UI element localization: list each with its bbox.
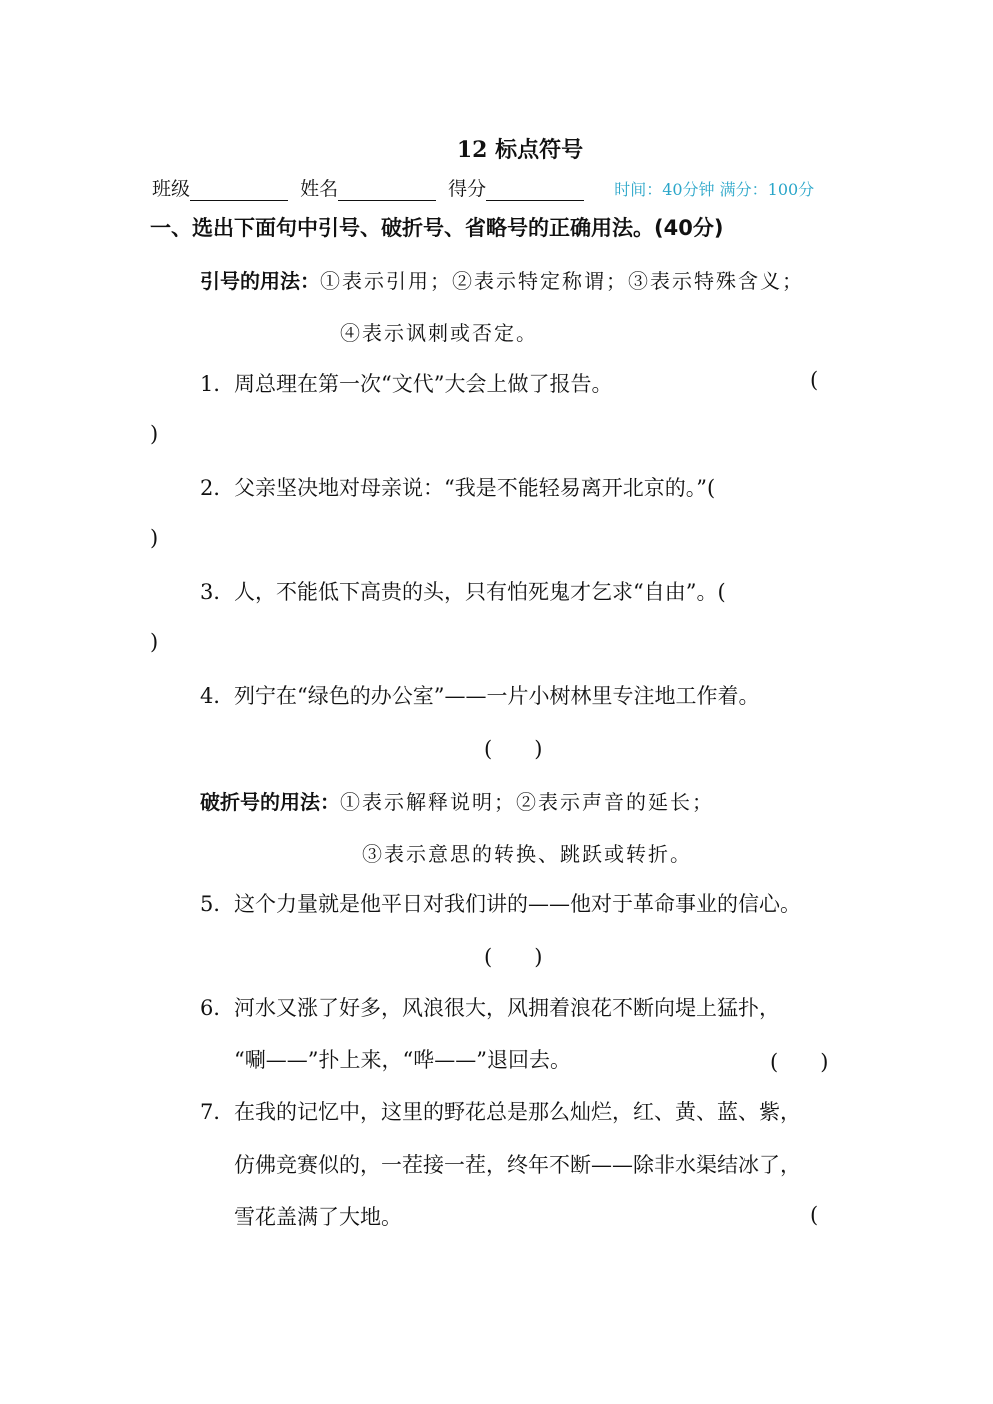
answer-paren-open-7[interactable]: ( xyxy=(810,1203,819,1227)
question-text: 周总理在第一次“文代”大会上做了报告。 xyxy=(234,372,613,396)
question-text: 父亲坚决地对母亲说：“我是不能轻易离开北京的。”( xyxy=(234,476,716,500)
question-6-cont: “唰——”扑上来，“哗——”退回去。 xyxy=(234,1048,571,1072)
question-text-line1: 在我的记忆中，这里的野花总是那么灿烂，红、黄、蓝、紫， xyxy=(234,1100,801,1124)
dash-usage-line1: ①表示解释说明；②表示声音的延长； xyxy=(340,790,714,814)
dash-usage-line2: ③表示意思的转换、跳跃或转折。 xyxy=(362,842,692,866)
question-number: 1． xyxy=(200,372,235,396)
question-4 xyxy=(200,680,759,710)
question-text: 列宁在“绿色的办公室”——一片小树林里专注地工作着。 xyxy=(234,684,760,708)
question-7 xyxy=(200,1096,801,1126)
score-blank[interactable] xyxy=(486,180,584,201)
question-number: 7． xyxy=(200,1100,235,1124)
class-blank[interactable] xyxy=(190,180,288,201)
question-3 xyxy=(200,576,726,606)
answer-paren-6[interactable]: ( ) xyxy=(770,1050,829,1074)
quote-usage-cont xyxy=(340,317,538,346)
quote-usage-label: 引号的用法： xyxy=(200,269,320,293)
dash-usage-cont xyxy=(362,838,692,867)
question-1 xyxy=(200,368,612,398)
quote-usage-line2: ④表示讽刺或否定。 xyxy=(340,321,538,345)
quote-usage-line1: ①表示引用；②表示特定称谓；③表示特殊含义； xyxy=(320,269,804,293)
question-2 xyxy=(200,472,715,502)
question-6 xyxy=(200,992,780,1022)
student-info-row xyxy=(152,174,814,201)
time-score-info: 时间：40分钟 满分：100分 xyxy=(614,180,815,199)
question-text: 这个力量就是他平日对我们讲的——他对于革命事业的信心。 xyxy=(234,892,801,916)
answer-paren-4[interactable]: ( ) xyxy=(484,737,543,761)
question-7-cont-2: 雪花盖满了大地。 xyxy=(234,1205,402,1229)
answer-paren-open-1[interactable]: ( xyxy=(810,368,819,392)
dash-usage-label: 破折号的用法： xyxy=(200,790,340,814)
answer-paren-5[interactable]: ( ) xyxy=(484,945,543,969)
name-label: 姓名 xyxy=(300,178,339,200)
question-text: 人，不能低下高贵的头，只有怕死鬼才乞求“自由”。( xyxy=(234,580,726,604)
class-label: 班级 xyxy=(152,178,191,200)
name-blank[interactable] xyxy=(338,180,436,201)
question-5 xyxy=(200,888,801,918)
question-number: 4． xyxy=(200,684,235,708)
question-number: 2． xyxy=(200,476,235,500)
question-text-line1: 河水又涨了好多，风浪很大，风拥着浪花不断向堤上猛扑， xyxy=(234,996,780,1020)
dash-usage xyxy=(200,786,714,815)
answer-paren-close-3: ) xyxy=(150,630,159,654)
answer-paren-close-2: ) xyxy=(150,526,159,550)
answer-paren-close-1: ) xyxy=(150,422,159,446)
question-7-cont-1: 仿佛竞赛似的，一茬接一茬，终年不断——除非水渠结冰了， xyxy=(234,1153,801,1177)
question-number: 3． xyxy=(200,580,235,604)
question-number: 6． xyxy=(200,996,235,1020)
section-heading: 一、选出下面句中引号、破折号、省略号的正确用法。(40分) xyxy=(150,216,724,240)
score-label: 得分 xyxy=(448,178,487,200)
question-number: 5． xyxy=(200,892,235,916)
quote-usage xyxy=(200,265,804,294)
page-title: 12 标点符号 xyxy=(456,137,584,163)
